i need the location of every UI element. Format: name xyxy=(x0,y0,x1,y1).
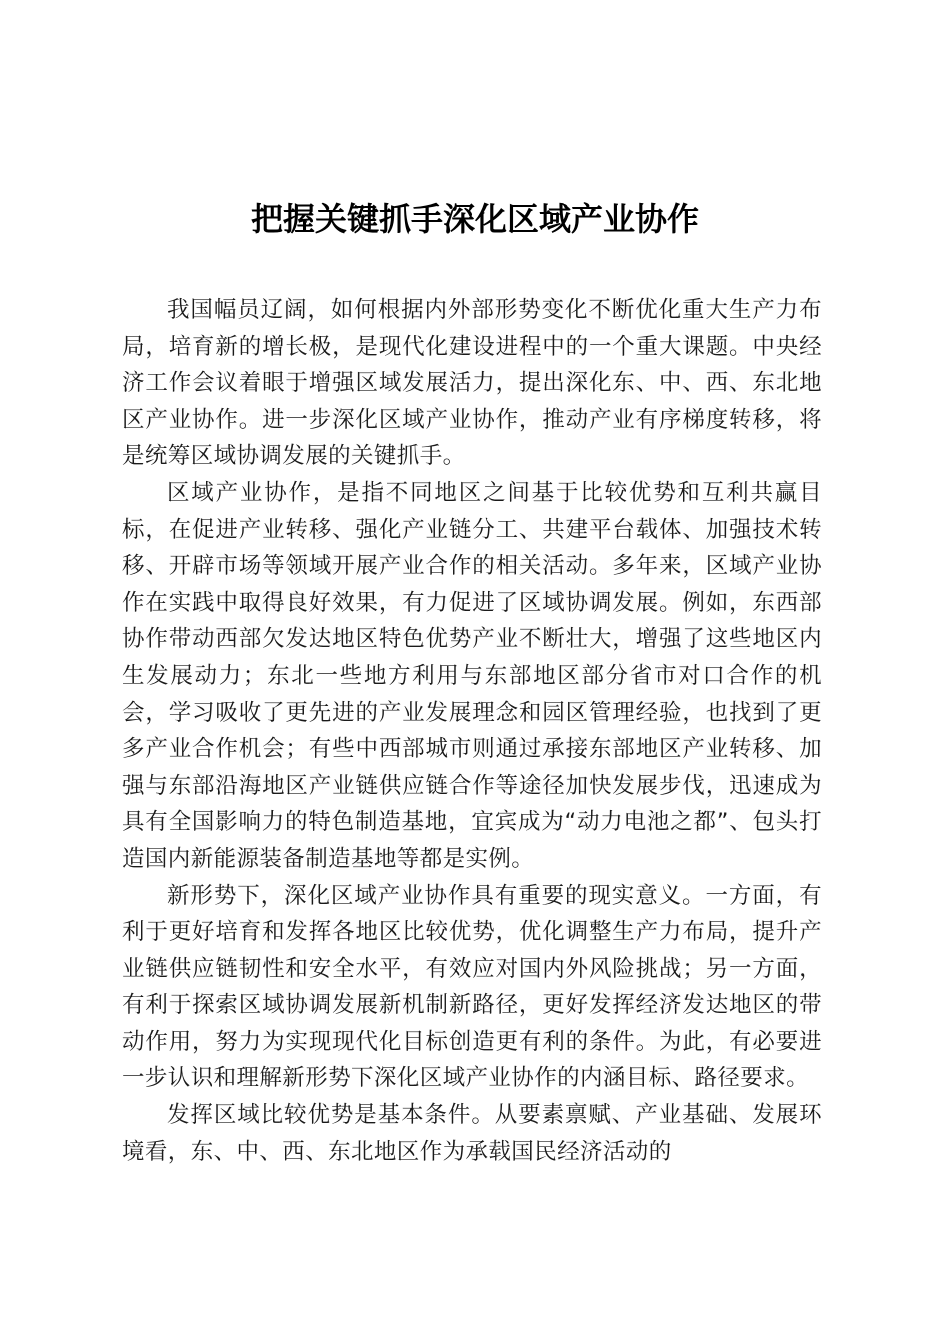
paragraph-2: 区域产业协作，是指不同地区之间基于比较优势和互利共赢目标，在促进产业转移、强化产业链分工、共建平台载体、加强技术转移、开辟市场等领域开展产业合作的相关活动。多年来，区域产业协作在实践中取得良好效果，有力促进了区域协调发展。例如，东西部协作带动西部欠发达地区特色优势产业不断壮大，增强了这些地区内生发展动力；东北一些地方利用与东部地区部分省市对口合作的机会，学习吸收了更先进的产业发展理念和园区管理经验，也找到了更多产业合作机会；有些中西部城市则通过承接东部地区产业转移、加强与东部沿海地区产业链供应链合作等途径加快发展步伐，迅速成为具有全国影响力的特色制造基地，宜宾成为“动力电池之都”、包头打造国内新能源装备制造基地等都是实例。 xyxy=(122,479,822,872)
document-body xyxy=(122,292,822,1170)
paragraph-4: 发挥区域比较优势是基本条件。从要素禀赋、产业基础、发展环境看，东、中、西、东北地区作为承载国民经济活动的 xyxy=(122,1102,822,1165)
document-title: 把握关键抓手深化区域产业协作 xyxy=(250,200,699,238)
paragraph-1: 我国幅员辽阔，如何根据内外部形势变化不断优化重大生产力布局，培育新的增长极，是现代化建设进程中的一个重大课题。中央经济工作会议着眼于增强区域发展活力，提出深化东、中、西、东北地区产业协作。进一步深化区域产业协作，推动产业有序梯度转移，将是统筹区域协调发展的关键抓手。 xyxy=(122,297,822,470)
paragraph-3: 新形势下，深化区域产业协作具有重要的现实意义。一方面，有利于更好培育和发挥各地区比较优势，优化调整生产力布局，提升产业链供应链韧性和安全水平，有效应对国内外风险挑战；另一方面，有利于探索区域协调发展新机制新路径，更好发挥经济发达地区的带动作用，努力为实现现代化目标创造更有利的条件。为此，有必要进一步认识和理解新形势下深化区域产业协作的内涵目标、路径要求。 xyxy=(122,882,822,1092)
